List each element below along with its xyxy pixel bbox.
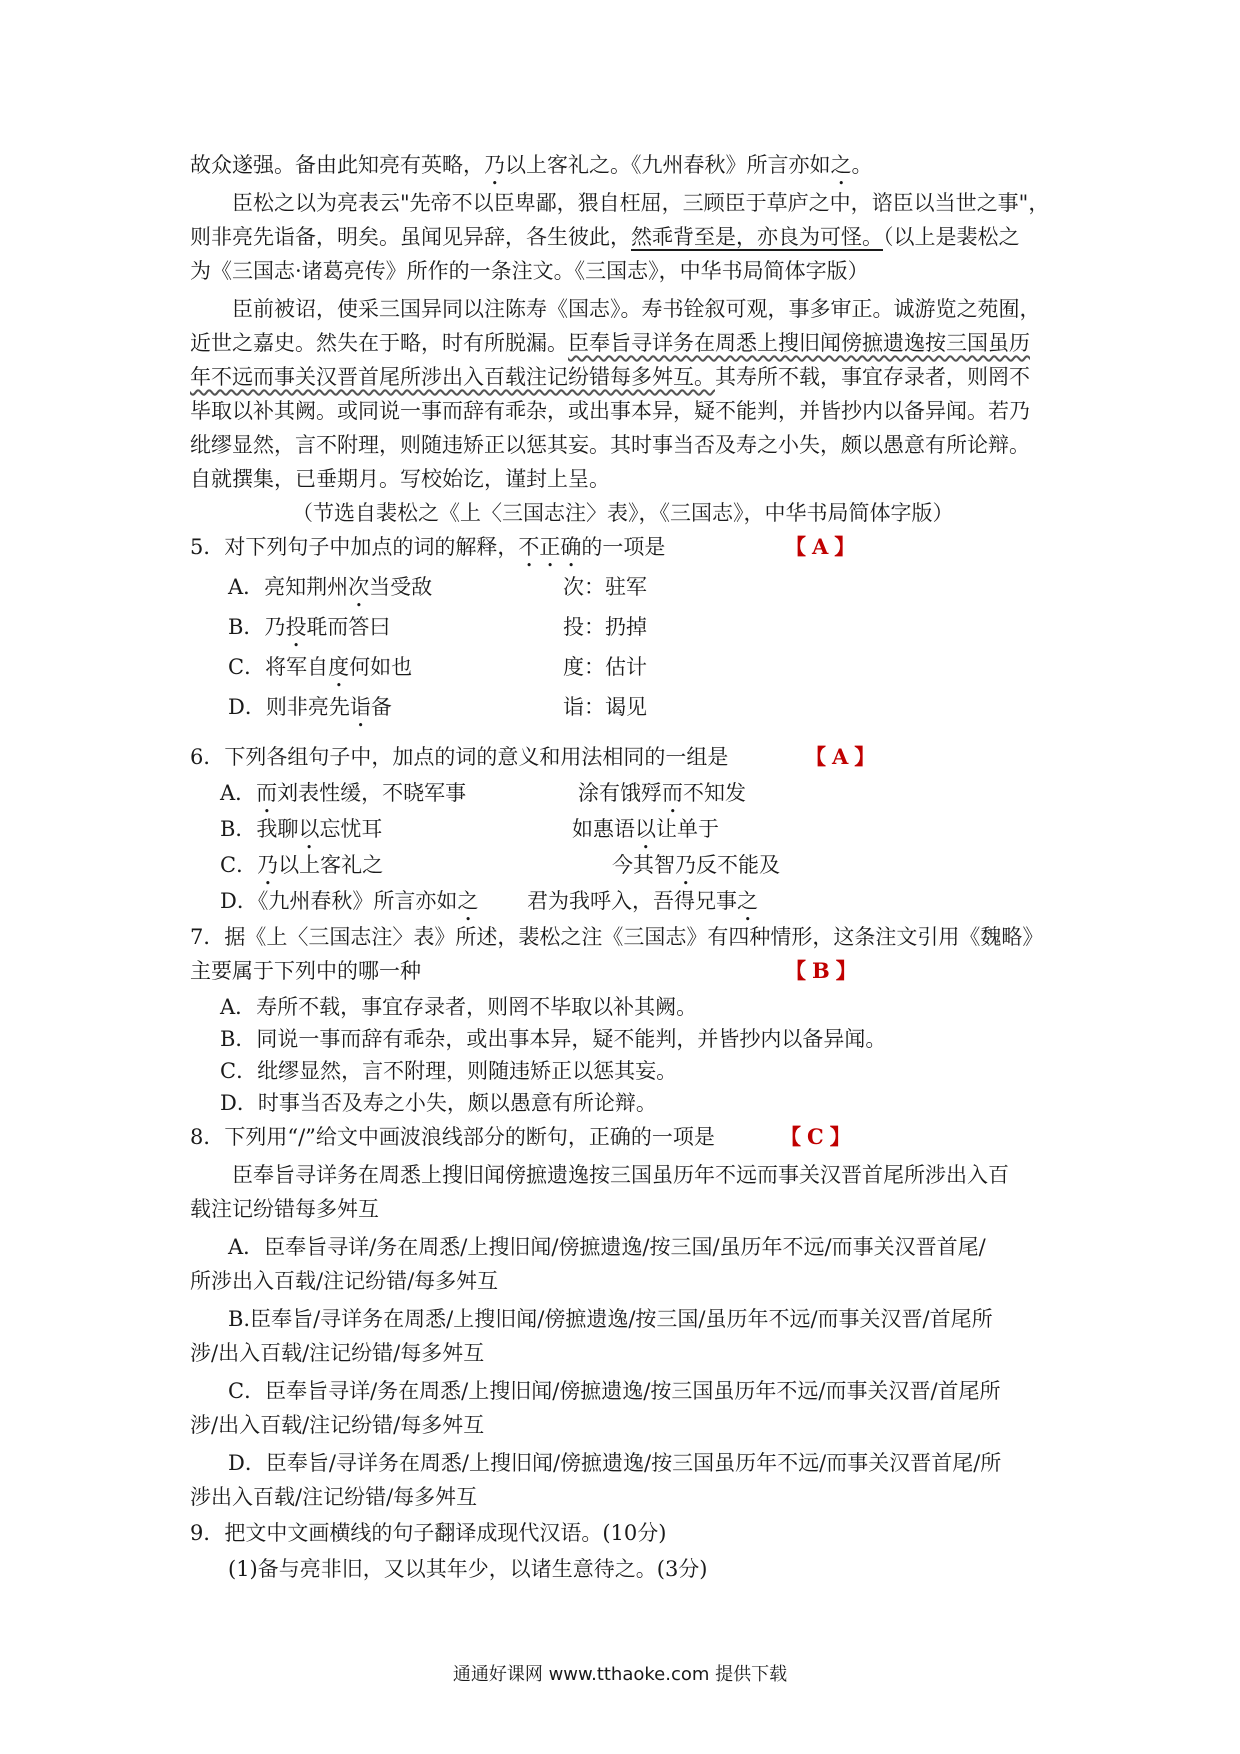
question-6-stem: 6．下列各组句子中，加点的词的意义和用法相同的一组是 bbox=[190, 745, 729, 769]
question-6-option: D．《九州春秋》所言亦如之 bbox=[220, 889, 479, 913]
question-5-gloss: 度：估计 bbox=[563, 655, 647, 679]
question-8-option: 涉出入百载/注记纷错/每多舛互 bbox=[190, 1485, 478, 1509]
question-5-option: A．亮知荆州次当受敌 bbox=[228, 575, 433, 599]
question-7-answer: 【B】 bbox=[785, 958, 863, 983]
question-7-option: B．同说一事而辞有乖杂，或出事本异，疑不能判，并皆抄内以备异闻。 bbox=[220, 1027, 887, 1051]
question-8-option: A．臣奉旨寻详/务在周悉/上搜旧闻/傍摭遗逸/按三国/虽历年不远/而事关汉晋首尾/ bbox=[228, 1235, 986, 1259]
passage-line: 则非亮先诣备，明矣。虽闻见异辞，各生彼此，然乖背至是，亦良为可怪。（以上是裴松之 bbox=[190, 225, 1020, 249]
passage-line: 自就撰集，已垂期月。写校始讫，谨封上呈。 bbox=[190, 467, 610, 491]
question-7-option: C．纰缪显然，言不附理，则随违矫正以惩其妄。 bbox=[220, 1059, 678, 1083]
question-8-stem: 8．下列用“/”给文中画波浪线部分的断句，正确的一项是 bbox=[190, 1125, 715, 1149]
question-5-option: C．将军自度何如也 bbox=[228, 655, 413, 679]
question-8-option: B.臣奉旨/寻详务在周悉/上搜旧闻/傍摭遗逸/按三国/虽历年不远/而事关汉晋/首尾所 bbox=[228, 1307, 993, 1331]
question-5-answer: 【A】 bbox=[785, 534, 862, 559]
passage-line: 毕取以补其阙。或同说一事而辞有乖杂，或出事本异，疑不能判，并皆抄内以备异闻。若乃 bbox=[190, 399, 1030, 423]
passage-line: 臣前被诏，使采三国异同以注陈寿《国志》。寿书铨叙可观，事多审正。诚游览之苑囿， bbox=[232, 297, 1041, 321]
question-8-text: 载注记纷错每多舛互 bbox=[190, 1197, 379, 1221]
question-5-option: D．则非亮先诣备 bbox=[228, 695, 392, 719]
passage-line: 故众遂强。备由此知亮有英略，乃以上客礼之。《九州春秋》所言亦如之。 bbox=[190, 153, 873, 177]
question-8-option: 所涉出入百载/注记纷错/每多舛互 bbox=[190, 1269, 499, 1293]
question-6-answer: 【A】 bbox=[805, 744, 882, 769]
passage-line: 臣松之以为亮表云"先帝不以臣卑鄙，猥自枉屈，三顾臣于草庐之中，谘臣以当世之事"， bbox=[232, 191, 1050, 215]
question-8-text: 臣奉旨寻详务在周悉上搜旧闻傍摭遗逸按三国虽历年不远而事关汉晋首尾所涉出入百 bbox=[232, 1163, 1009, 1187]
question-7-option: D．时事当否及寿之小失，颇以愚意有所论辩。 bbox=[220, 1091, 657, 1115]
question-6-option-right: 涂有饿殍而不知发 bbox=[578, 781, 746, 805]
question-5-stem: 5．对下列句子中加点的词的解释，不正确的一项是 bbox=[190, 535, 666, 559]
question-9-stem: 9．把文中文画横线的句子翻译成现代汉语。(10分) bbox=[190, 1521, 667, 1545]
question-5-gloss: 次：驻军 bbox=[563, 575, 647, 599]
passage-line: 近世之嘉史。然失在于略，时有所脱漏。臣奉旨寻详务在周悉上搜旧闻傍摭遗逸按三国虽历 bbox=[190, 331, 1030, 355]
question-8-option: D．臣奉旨/寻详务在周悉/上搜旧闻/傍摭遗逸/按三国虽历年不远/而事关汉晋首尾/所 bbox=[228, 1451, 1002, 1475]
question-5-gloss: 投：扔掉 bbox=[563, 615, 647, 639]
question-7-option: A．寿所不载，事宜存录者，则罔不毕取以补其阙。 bbox=[220, 995, 698, 1019]
passage-source: （节选自裴松之《上〈三国志注〉表》，《三国志》，中华书局简体字版） bbox=[292, 501, 954, 525]
question-8-option: 涉/出入百载/注记纷错/每多舛互 bbox=[190, 1413, 485, 1437]
question-5-option: B．乃投毦而答曰 bbox=[228, 615, 391, 639]
passage-line: 纰缪显然，言不附理，则随违矫正以惩其妄。其时事当否及寿之小失，颇以愚意有所论辩。 bbox=[190, 433, 1030, 457]
question-6-option-right: 如惠语以让单于 bbox=[572, 817, 719, 841]
wavy-underlined-text: 年不远而事关汉晋首尾所涉出入百载注记纷错每多舛互。 bbox=[190, 365, 715, 389]
question-7-stem: 主要属于下列中的哪一种 bbox=[190, 959, 421, 983]
question-6-option: A．而刘表性缓，不晓军事 bbox=[220, 781, 467, 805]
question-6-option: C．乃以上客礼之 bbox=[220, 853, 384, 877]
question-8-option: C．臣奉旨寻详/务在周悉/上搜旧闻/傍摭遗逸/按三国虽历年不远/而事关汉晋/首尾所 bbox=[228, 1379, 1001, 1403]
question-7-stem: 7．据《上〈三国志注〉表》所述，裴松之注《三国志》有四种情形，这条注文引用《魏略》 bbox=[190, 925, 1044, 949]
page-footer: 通通好课网 www.tthaoke.com 提供下载 bbox=[452, 1664, 788, 1685]
question-8-answer: 【C】 bbox=[780, 1124, 857, 1149]
passage-line: 为《三国志·诸葛亮传》所作的一条注文。《三国志》，中华书局简体字版） bbox=[190, 259, 869, 283]
underlined-sentence: 然乖背至是，亦良为可怪。 bbox=[631, 225, 883, 249]
question-5-gloss: 诣：谒见 bbox=[563, 695, 647, 719]
question-6-option-right: 今其智乃反不能及 bbox=[612, 853, 780, 877]
question-9-subquestion: (1)备与亮非旧，又以其年少，以诸生意待之。(3分) bbox=[228, 1557, 708, 1581]
wavy-underlined-text: 臣奉旨寻详务在周悉上搜旧闻傍摭遗逸按三国虽历 bbox=[568, 331, 1030, 355]
question-6-option-right: 君为我呼入，吾得兄事之 bbox=[527, 889, 758, 913]
question-6-option: B．我聊以忘忧耳 bbox=[220, 817, 383, 841]
passage-line: 年不远而事关汉晋首尾所涉出入百载注记纷错每多舛互。其寿所不载，事宜存录者，则罔不 bbox=[190, 365, 1030, 389]
question-8-option: 涉/出入百载/注记纷错/每多舛互 bbox=[190, 1341, 485, 1365]
